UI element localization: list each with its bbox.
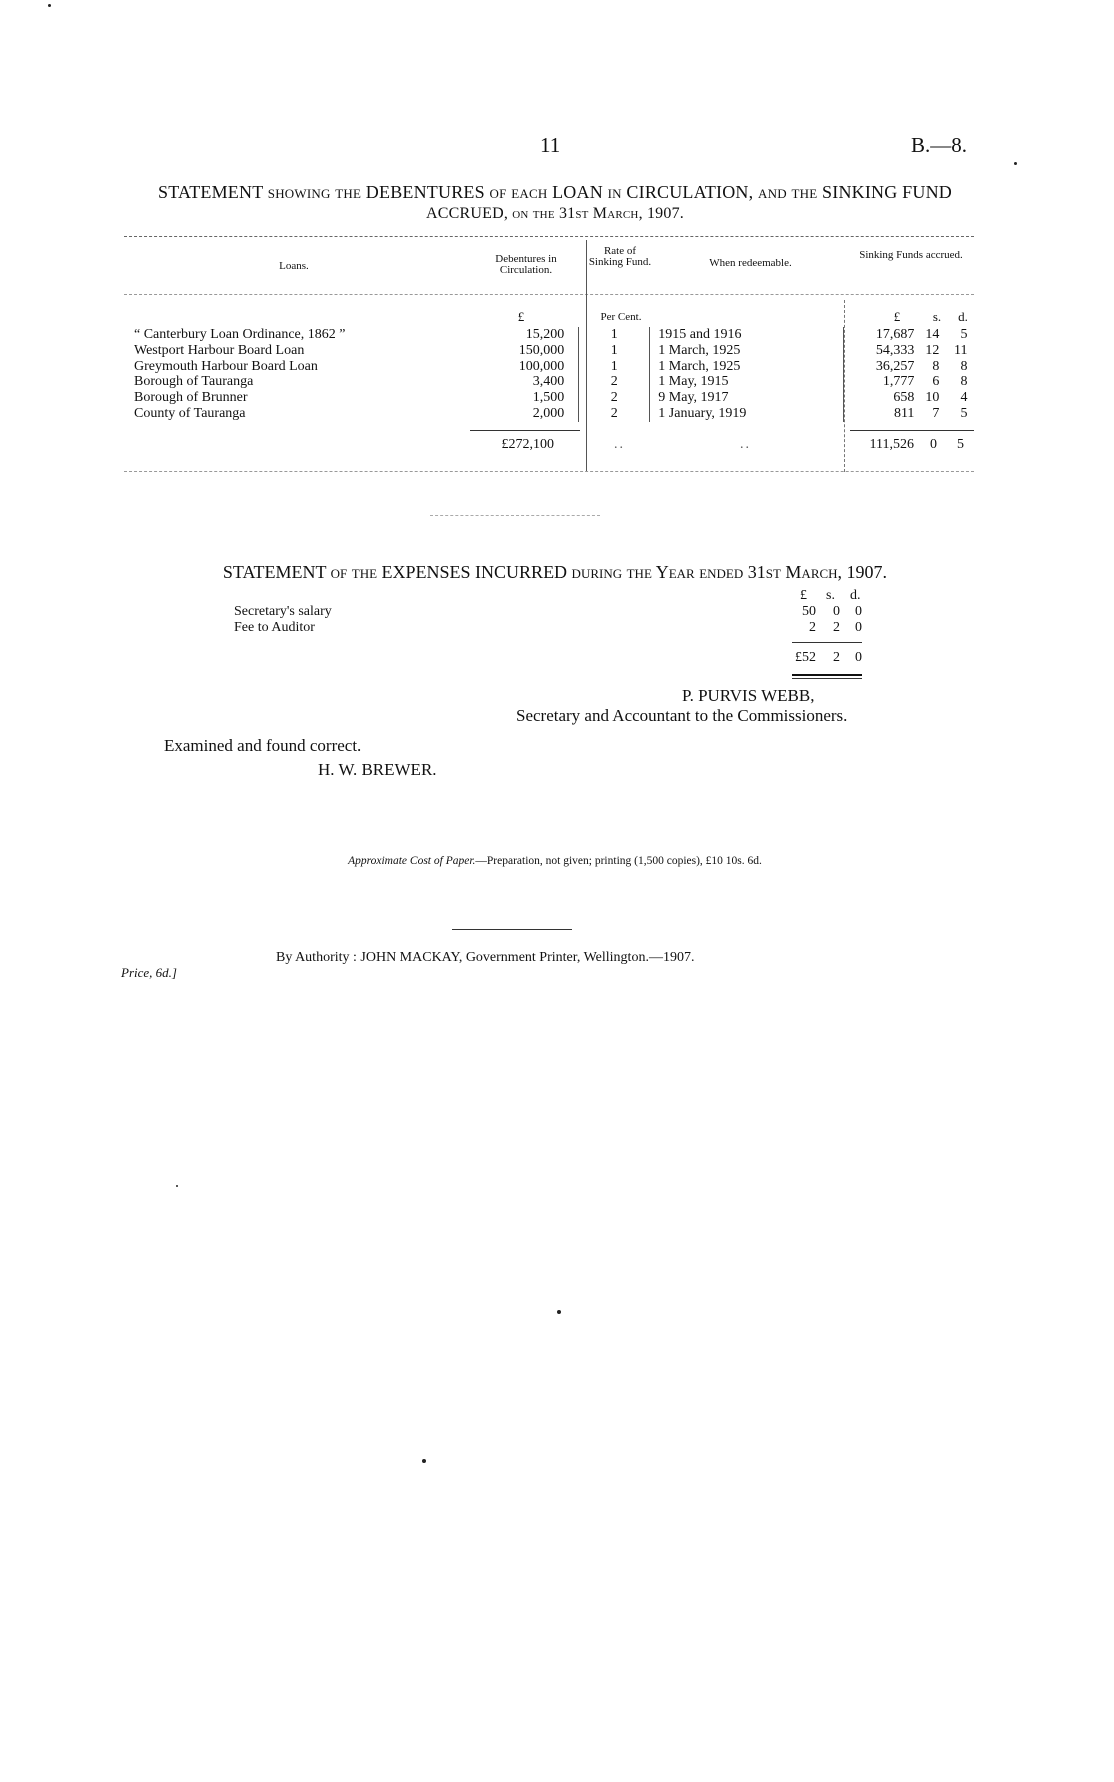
expense-shillings: 0	[833, 604, 840, 619]
total-rate-dots: ..	[614, 437, 625, 452]
table-row	[124, 406, 974, 422]
expenses-statement-title: STATEMENT of the EXPENSES INCURRED during the Year ended 31st March, 1907.	[222, 562, 888, 582]
sinking-pence: 8	[960, 358, 968, 374]
sinking-shillings: 10	[925, 390, 940, 406]
expense-pounds: 2	[809, 620, 816, 635]
debentures-value: 100,000	[464, 359, 579, 375]
sinking-pounds: 1,777	[882, 374, 915, 390]
rate-value: 1	[579, 343, 650, 359]
secretary-title: Secretary and Accountant to the Commissioners.	[516, 706, 848, 725]
header-sinking: Sinking Funds accrued.	[859, 249, 963, 261]
sinking-shillings: 12	[925, 342, 940, 358]
exp-double-rule-2	[792, 678, 862, 679]
expense-pence: 0	[855, 604, 862, 619]
total-sinking-d: 5	[957, 437, 964, 452]
unit-d: d.	[958, 309, 968, 324]
examined-note: Examined and found correct.	[164, 736, 362, 755]
exp-total-s: 2	[833, 650, 840, 665]
unit-pound: £	[517, 309, 525, 324]
sinking-pounds: 17,687	[875, 327, 915, 342]
debentures-value: 3,400	[464, 374, 579, 390]
sinking-pounds: 36,257	[875, 358, 915, 374]
exp-unit-l: £	[800, 588, 807, 603]
page-number: 11	[540, 133, 561, 157]
secretary-name: P. PURVIS WEBB,	[682, 686, 815, 705]
unit-s: s.	[932, 309, 942, 324]
debentures-value: 15,200	[464, 327, 579, 343]
rate-value: 1	[579, 359, 650, 375]
sinking-pence: 5	[960, 405, 968, 421]
rate-value: 2	[579, 406, 650, 422]
exp-double-rule-1	[792, 674, 862, 676]
cost-of-paper	[124, 855, 986, 867]
scan-speck	[557, 1310, 561, 1314]
loans-statement-title	[124, 181, 986, 225]
sinking-pence: 8	[960, 374, 968, 390]
sinking-shillings: 8	[932, 358, 940, 374]
loan-name: Greymouth Harbour Board Loan	[134, 358, 318, 374]
table-header-rule	[124, 294, 974, 295]
cost-details: —Preparation, not given; printing (1,500 copies), £10 10s. 6d.	[475, 855, 762, 867]
sinking-pence: 11	[954, 342, 968, 358]
table-row	[124, 374, 974, 390]
total-when-dots: ..	[740, 437, 751, 452]
sinking-sum-rule	[850, 430, 974, 431]
debentures-value: 2,000	[464, 406, 579, 422]
expense-label: Fee to Auditor	[234, 620, 315, 635]
total-debentures: £272,100	[501, 437, 554, 452]
rate-value: 2	[579, 374, 650, 390]
table-row	[124, 359, 974, 375]
redeemable-date: 1 January, 1919	[650, 406, 844, 422]
table-row	[124, 390, 974, 406]
sinking-pounds: 658	[893, 390, 915, 406]
footer-rule	[452, 929, 572, 930]
total-sinking-l: 111,526	[869, 437, 914, 452]
header-loans: Loans.	[279, 260, 309, 272]
cost-label: Approximate Cost of Paper.	[348, 855, 476, 867]
exp-unit-s: s.	[826, 588, 835, 603]
debentures-value: 150,000	[464, 343, 579, 359]
loans-title-line1: STATEMENT showing the DEBENTURES of each LOAN in CIRCULATION, and the SINKING FUND	[158, 182, 952, 202]
expense-pounds: 50	[802, 604, 816, 619]
table-row	[124, 343, 974, 359]
exp-unit-d: d.	[850, 588, 861, 603]
unit-l: £	[893, 309, 901, 324]
expense-pence: 0	[855, 620, 862, 635]
exp-sum-rule	[792, 642, 862, 643]
sinking-shillings: 7	[932, 405, 940, 421]
table-row	[124, 327, 974, 343]
document-reference: B.—8.	[911, 133, 968, 157]
sinking-pounds: 811	[893, 405, 915, 421]
redeemable-date: 1 May, 1915	[650, 374, 844, 390]
table-top-rule	[124, 236, 974, 237]
header-when: When redeemable.	[709, 257, 792, 269]
scan-speck	[48, 4, 51, 7]
loan-name: “ Canterbury Loan Ordinance, 1862 ”	[134, 327, 346, 342]
debentures-sum-rule	[470, 430, 580, 431]
expense-shillings: 2	[833, 620, 840, 635]
loans-table	[124, 327, 974, 422]
redeemable-date: 9 May, 1917	[650, 390, 844, 406]
unit-per-cent: Per Cent.	[600, 311, 642, 323]
loans-title-line2: ACCRUED, on the 31st March, 1907.	[426, 205, 684, 222]
table-bottom-rule	[124, 471, 974, 472]
loan-name: Borough of Brunner	[134, 390, 248, 406]
header-rate: Rate of Sinking Fund.	[588, 245, 652, 268]
scan-speck	[1014, 162, 1017, 165]
auditor-name: H. W. BREWER.	[318, 760, 437, 779]
sinking-shillings: 6	[932, 374, 940, 390]
loan-name: County of Tauranga	[134, 405, 246, 421]
redeemable-date: 1 March, 1925	[650, 359, 844, 375]
scan-speck	[422, 1459, 426, 1463]
rate-value: 2	[579, 390, 650, 406]
scan-speck	[176, 1185, 178, 1187]
redeemable-date: 1 March, 1925	[650, 343, 844, 359]
header-debentures: Debentures in Circulation.	[495, 253, 557, 276]
exp-total-l: £52	[795, 650, 816, 665]
loan-name: Westport Harbour Board Loan	[134, 342, 305, 358]
exp-total-d: 0	[855, 650, 862, 665]
total-sinking-s: 0	[930, 437, 937, 452]
redeemable-date: 1915 and 1916	[650, 327, 844, 343]
sinking-shillings: 14	[925, 327, 940, 342]
rate-value: 1	[579, 327, 650, 343]
debentures-value: 1,500	[464, 390, 579, 406]
expense-label: Secretary's salary	[234, 604, 332, 619]
sinking-pence: 4	[960, 390, 968, 406]
sinking-pounds: 54,333	[875, 342, 915, 358]
sinking-pence: 5	[960, 327, 968, 342]
price-note: Price, 6d.]	[121, 965, 177, 980]
loan-name: Borough of Tauranga	[134, 374, 254, 390]
section-divider	[430, 515, 600, 516]
printer-authority: By Authority : JOHN MACKAY, Government Printer, Wellington.—1907.	[276, 950, 695, 965]
